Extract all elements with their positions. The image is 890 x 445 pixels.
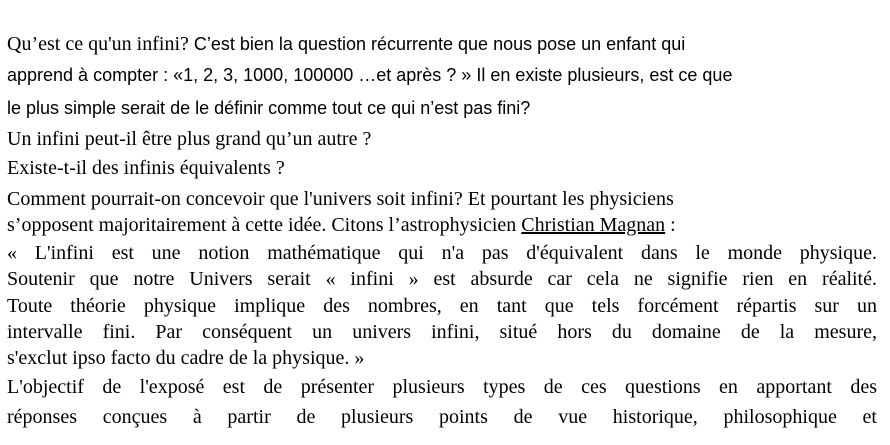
quote-line-3: Toute théorie physique implique des nombres, en tant que tels forcément répartis sur un [7, 295, 877, 317]
intro-question-serif: Qu’est ce qu'un infini? [7, 33, 189, 55]
intro-line-1 [7, 33, 685, 56]
universe-line-2 [7, 214, 676, 237]
quote-line-2: Soutenir que notre Univers serait « infini » est absurde car cela ne signifie rien en réalité. [7, 268, 877, 290]
intro-line-2: apprend à compter : «1, 2, 3, 1000, 100000 …et après ? » Il en existe plusieurs, est ce que [7, 65, 733, 85]
quote-line-5: s'exclut ipso facto du cadre de la physique. » [7, 347, 365, 369]
universe-line-2-colon: : [665, 214, 676, 236]
objective-line-1: L'objectif de l'exposé est de présenter plusieurs types de ces questions en apportant des [7, 376, 877, 398]
universe-line-1: Comment pourrait-on concevoir que l'univers soit infini? Et pourtant les physiciens [7, 188, 674, 210]
quote-line-1: « L'infini est une notion mathématique qui n'a pas d'équivalent dans le monde physique. [7, 242, 877, 264]
objective-line-2: réponses conçues à partir de plusieurs points de vue historique, philosophique et [7, 406, 877, 428]
universe-line-2-text: s’opposent majoritairement à cette idée. Citons l’astrophysicien [7, 214, 522, 236]
intro-line-3: le plus simple serait de le définir comme tout ce qui n’est pas fini? [7, 98, 531, 118]
christian-magnan-link[interactable]: Christian Magnan [521, 214, 666, 236]
question-line-1: Un infini peut-il être plus grand qu’un autre ? [7, 128, 372, 150]
intro-line-1-sans: C’est bien la question récurrente que nous pose un enfant qui [188, 34, 686, 54]
question-line-2: Existe-t-il des infinis équivalents ? [7, 157, 285, 179]
quote-line-4: intervalle fini. Par conséquent un univers infini, situé hors du domaine de la mesure, [7, 321, 877, 343]
